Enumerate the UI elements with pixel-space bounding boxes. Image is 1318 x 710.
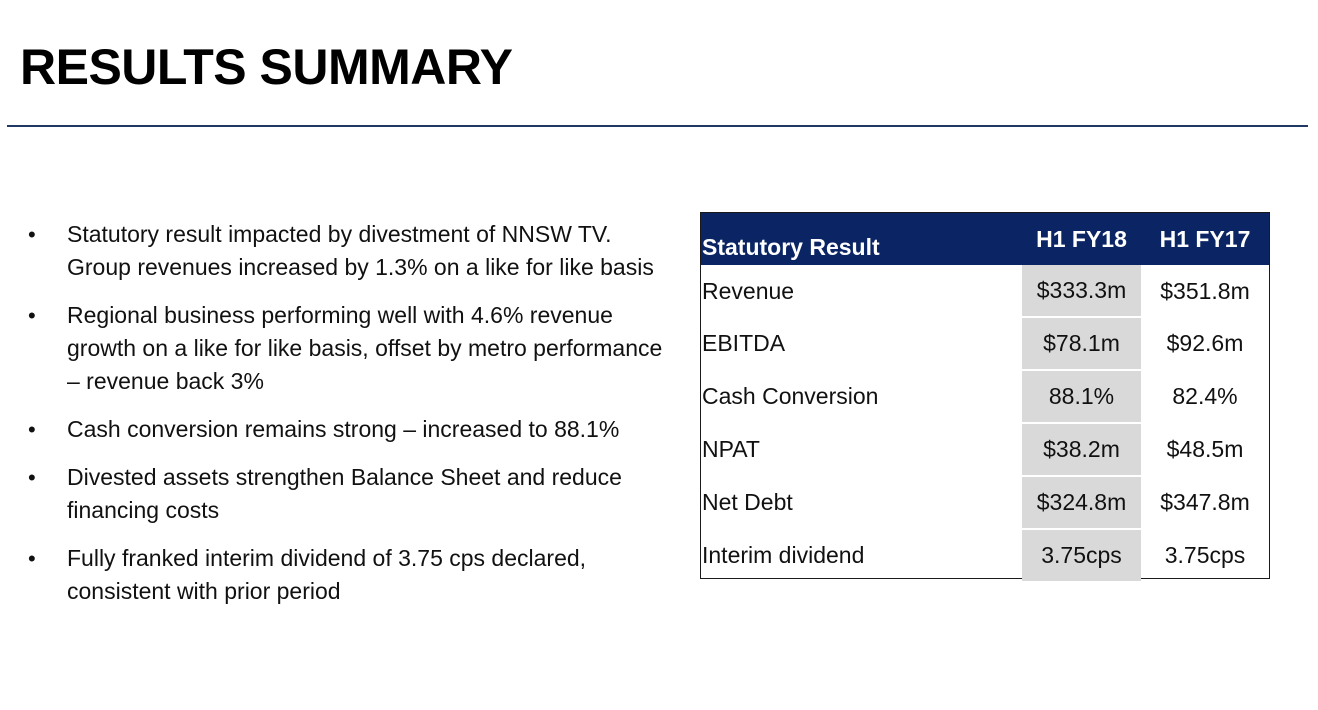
- table-header-current: H1 FY18: [1036, 225, 1127, 252]
- row-label: NPAT: [702, 436, 760, 462]
- row-label: Cash Conversion: [702, 383, 879, 409]
- bullet-marker: •: [28, 465, 36, 490]
- bullet-text: Fully franked interim dividend of 3.75 cps declared, consistent with prior period: [67, 545, 587, 604]
- prior-value: 3.75cps: [1164, 541, 1246, 568]
- table-row: [701, 529, 1269, 581]
- results-table: [700, 212, 1270, 579]
- bullet-text: Regional business performing well with 4.6% revenue growth on a like for like basis, offset by metro performance – revenue back 3%: [67, 302, 663, 394]
- row-label: Revenue: [702, 277, 795, 304]
- table-row: [701, 265, 1269, 317]
- table-row: [701, 370, 1269, 423]
- table-row: [701, 476, 1269, 529]
- table-header-prior: H1 FY17: [1159, 225, 1251, 252]
- bullet-marker: •: [28, 303, 36, 328]
- bullet-item: [28, 542, 668, 608]
- current-value: 88.1%: [1022, 370, 1141, 423]
- prior-value: 82.4%: [1172, 383, 1238, 409]
- current-value: 3.75cps: [1022, 529, 1141, 581]
- bullet-text: Cash conversion remains strong – increased to 88.1%: [67, 416, 620, 442]
- bullet-marker: •: [28, 417, 36, 442]
- bullet-marker: •: [28, 222, 36, 247]
- page-title: RESULTS SUMMARY: [20, 39, 513, 95]
- table-row: [701, 423, 1269, 476]
- table-row: [701, 317, 1269, 370]
- bullet-text: Divested assets strengthen Balance Sheet and reduce financing costs: [67, 464, 622, 523]
- prior-value: $92.6m: [1166, 330, 1244, 356]
- bullet-item: [28, 461, 668, 527]
- current-value: $38.2m: [1022, 423, 1141, 476]
- row-label: EBITDA: [702, 330, 786, 356]
- bullet-item: [28, 299, 668, 398]
- prior-value: $48.5m: [1166, 436, 1244, 462]
- current-value: $78.1m: [1022, 317, 1141, 370]
- bullet-item: [28, 218, 668, 284]
- table-header-row: [701, 213, 1269, 265]
- prior-value: $347.8m: [1160, 489, 1250, 515]
- title-divider: [7, 125, 1308, 127]
- row-label: Interim dividend: [702, 541, 865, 568]
- table-header-metric: Statutory Result: [702, 233, 880, 260]
- bullet-marker: •: [28, 546, 36, 571]
- bullet-list: [28, 218, 668, 623]
- current-value: $333.3m: [1022, 265, 1141, 317]
- bullet-item: [28, 413, 668, 446]
- current-value: $324.8m: [1022, 476, 1141, 529]
- row-label: Net Debt: [702, 489, 793, 515]
- prior-value: $351.8m: [1160, 277, 1250, 304]
- bullet-text: Statutory result impacted by divestment of NNSW TV. Group revenues increased by 1.3% on a like for like basis: [67, 221, 654, 280]
